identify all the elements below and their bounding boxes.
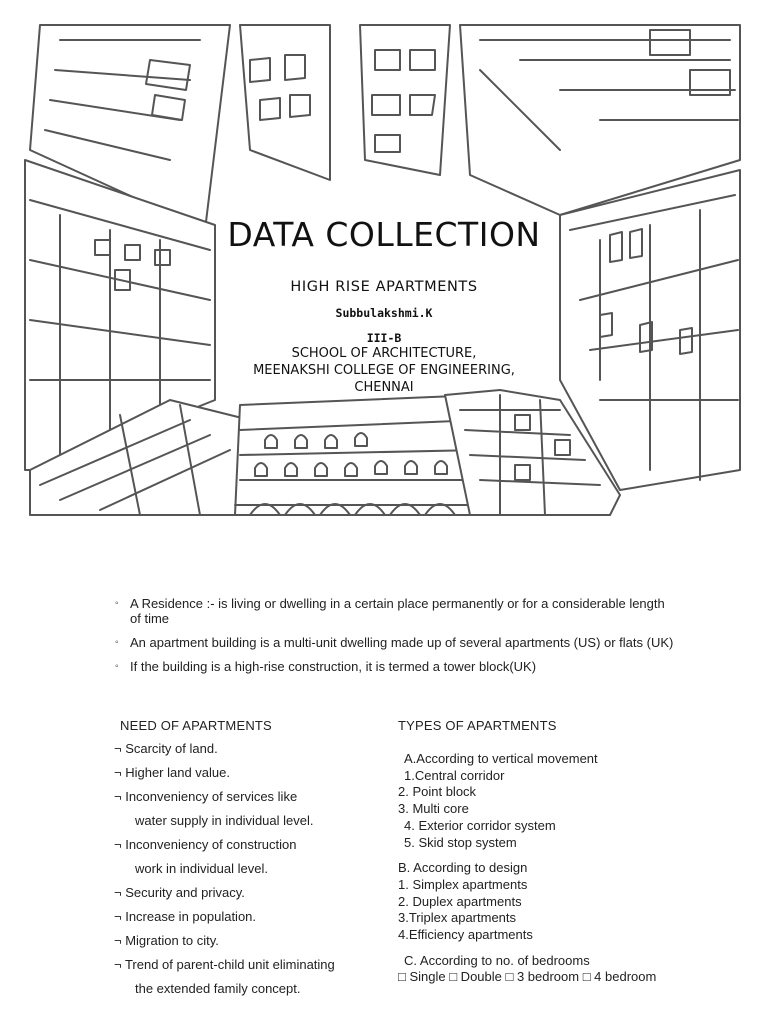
content-slide bbox=[0, 560, 768, 1024]
need-item: ¬ Scarcity of land. bbox=[114, 741, 218, 756]
bullet-dot-icon: ◦ bbox=[115, 661, 119, 672]
need-item: ¬ Inconveniency of services like bbox=[114, 789, 298, 804]
need-item: ¬ Inconveniency of construction bbox=[114, 837, 297, 852]
need-item: ¬ Increase in population. bbox=[114, 909, 257, 924]
need-item: ¬ Higher land value. bbox=[114, 765, 230, 780]
types-item: 2. Point block bbox=[398, 784, 477, 800]
types-item: 3.Triplex apartments bbox=[398, 910, 517, 926]
types-group-heading: A.According to vertical movement bbox=[404, 751, 598, 766]
types-group-heading: B. According to design bbox=[398, 860, 528, 876]
subtitle: HIGH RISE APARTMENTS bbox=[290, 279, 478, 295]
school-line: MEENAKSHI COLLEGE OF ENGINEERING, bbox=[253, 363, 515, 378]
bullet-item: ◦ An apartment building is a multi-unit dwelling made up of several apartments (US) or flats (UK) bbox=[115, 635, 674, 650]
types-item: 4.Efficiency apartments bbox=[398, 927, 533, 943]
bullet-item: ◦ A Residence :- is living or dwelling in a certain place permanently or for a considerable length of time bbox=[115, 596, 665, 626]
types-item: 4. Exterior corridor system bbox=[404, 817, 556, 833]
need-of-apartments-section bbox=[114, 718, 384, 1005]
types-item: 1.Central corridor bbox=[404, 767, 505, 783]
types-item: 1. Simplex apartments bbox=[398, 876, 528, 892]
title-block bbox=[200, 205, 568, 396]
bullet-dot-icon: ◦ bbox=[115, 637, 119, 648]
types-item: □ Single □ Double □ 3 bedroom □ 4 bedroom bbox=[398, 969, 657, 985]
school-line: SCHOOL OF ARCHITECTURE, bbox=[291, 346, 477, 361]
bullet-dot-icon: ◦ bbox=[115, 598, 119, 609]
page-title: DATA COLLECTION bbox=[227, 215, 541, 254]
types-heading: TYPES OF APARTMENTS bbox=[398, 718, 557, 733]
author-class: III-B bbox=[366, 331, 402, 345]
need-item: the extended family concept. bbox=[135, 981, 301, 996]
author-name: Subbulakshmi.K bbox=[335, 306, 433, 320]
need-item: ¬ Migration to city. bbox=[114, 933, 219, 948]
intro-bullet-list bbox=[114, 596, 674, 683]
types-item: 2. Duplex apartments bbox=[398, 893, 522, 909]
need-item: ¬ Security and privacy. bbox=[114, 885, 245, 900]
types-of-apartments-section bbox=[398, 718, 718, 986]
bullet-item: ◦ If the building is a high-rise construction, it is termed a tower block(UK) bbox=[115, 659, 537, 674]
need-heading: NEED OF APARTMENTS bbox=[120, 718, 272, 733]
school-line: CHENNAI bbox=[354, 380, 414, 395]
types-item: 5. Skid stop system bbox=[404, 834, 517, 850]
types-item: 3. Multi core bbox=[398, 801, 469, 817]
need-item: water supply in individual level. bbox=[135, 813, 314, 828]
need-item: work in individual level. bbox=[135, 861, 268, 876]
types-group-heading: C. According to no. of bedrooms bbox=[404, 952, 590, 968]
need-item: ¬ Trend of parent-child unit eliminating bbox=[114, 957, 335, 972]
